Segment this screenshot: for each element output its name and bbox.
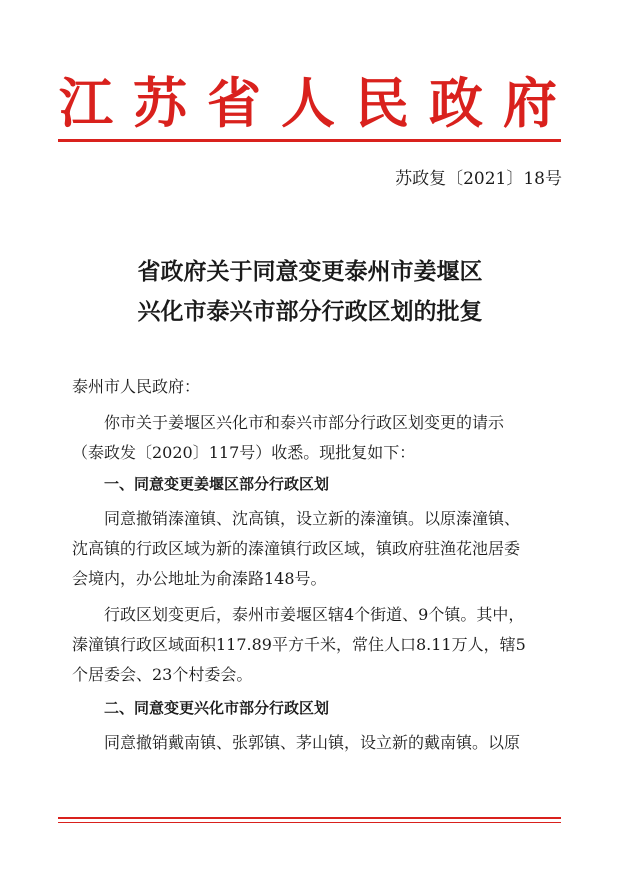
- footer-divider-thick: [58, 817, 561, 819]
- issuing-authority-header: [58, 72, 558, 134]
- header-char: 民: [355, 71, 409, 135]
- footer-divider-thin: [58, 822, 561, 823]
- section-heading-1: 一、同意变更姜堰区部分行政区划: [104, 475, 330, 493]
- body-line: （泰政发〔2020〕117号）收悉。现批复如下：: [72, 443, 416, 462]
- header-char: 府: [503, 71, 557, 135]
- header-char: 苏: [133, 71, 187, 135]
- header-char: 人: [281, 71, 335, 135]
- header-char: 江: [59, 71, 113, 135]
- body-line: 会境内，办公地址为俞溱路148号。: [72, 569, 327, 588]
- document-title-line-2: 兴化市泰兴市部分行政区划的批复: [137, 298, 483, 325]
- body-line: 溱潼镇行政区域面积117.89平方千米，常住人口8.11万人，辖5: [72, 635, 526, 654]
- body-line: 行政区划变更后，泰州市姜堰区辖4个街道、9个镇。其中，: [104, 605, 525, 624]
- body-line: 同意撤销戴南镇、张郭镇、茅山镇，设立新的戴南镇。以原: [104, 733, 521, 752]
- document-number: 苏政复〔2021〕18号: [395, 169, 562, 189]
- body-line: 同意撤销溱潼镇、沈高镇，设立新的溱潼镇。以原溱潼镇、: [104, 509, 521, 528]
- header-char: 政: [429, 71, 483, 135]
- body-line: 个居委会、23个村委会。: [72, 665, 253, 684]
- header-char: 省: [207, 71, 261, 135]
- header-divider: [58, 139, 561, 142]
- document-title-line-1: 省政府关于同意变更泰州市姜堰区: [137, 258, 483, 285]
- section-heading-2: 二、同意变更兴化市部分行政区划: [104, 699, 330, 717]
- salutation: 泰州市人民政府：: [72, 377, 201, 396]
- body-line: 你市关于姜堰区兴化市和泰兴市部分行政区划变更的请示: [104, 413, 505, 432]
- body-line: 沈高镇的行政区域为新的溱潼镇行政区域，镇政府驻渔花池居委: [72, 539, 521, 558]
